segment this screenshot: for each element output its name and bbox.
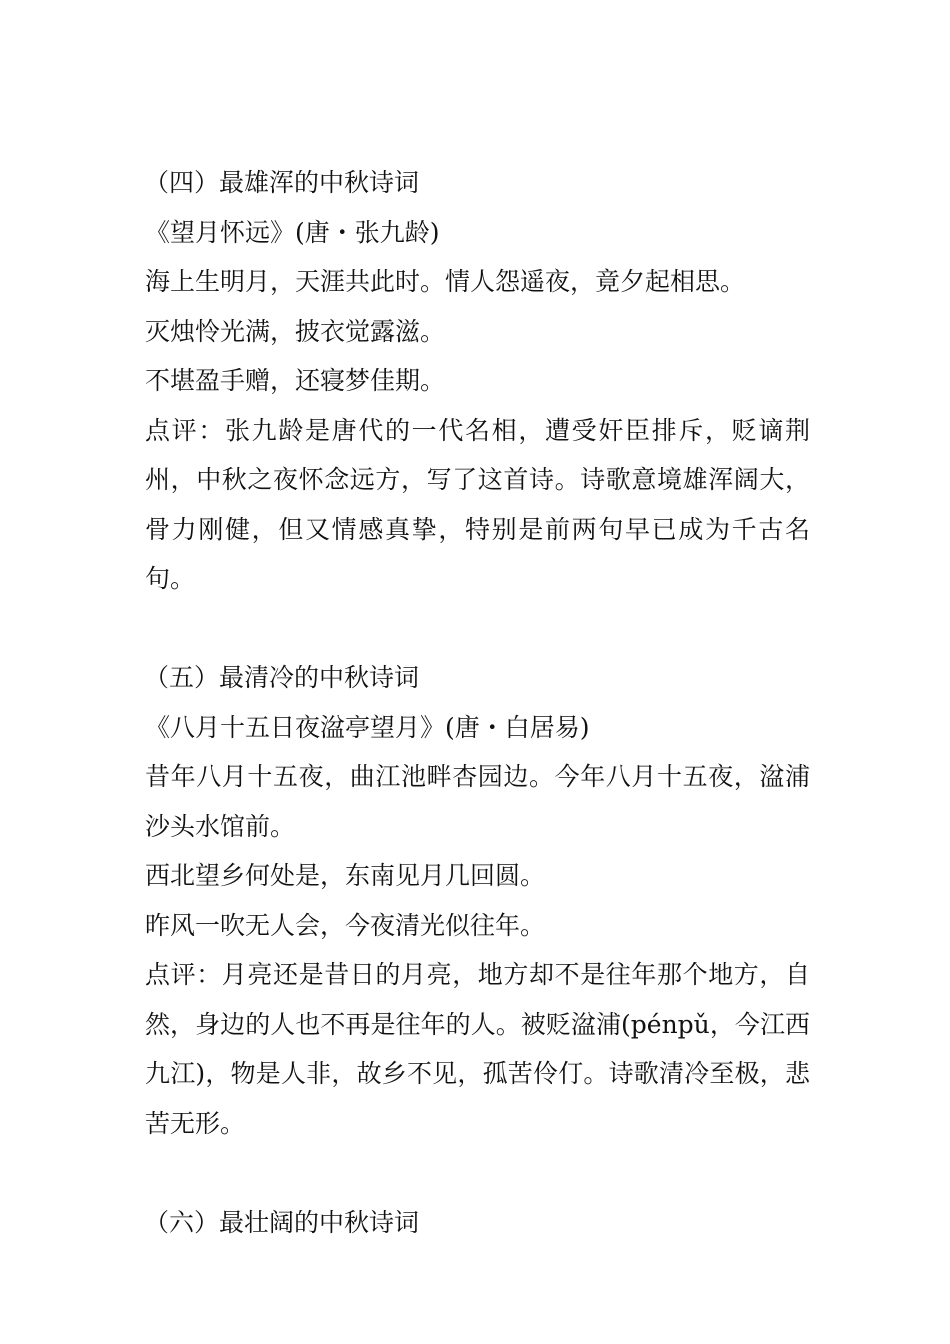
poem-line: 海上生明月，天涯共此时。情人怨遥夜，竟夕起相思。: [145, 267, 746, 296]
section-spacer: [145, 1148, 810, 1198]
document-body: [145, 158, 810, 1247]
poem-line: 昨风一吹无人会，今夜清光似往年。: [145, 910, 546, 940]
poem-line: 昔年八月十五夜，曲江池畔杏园边。今年八月十五夜，湓浦沙头水馆前。: [145, 762, 810, 841]
poem-comment: 点评：月亮还是昔日的月亮，地方却不是往年那个地方，自然，身边的人也不再是往年的人。被贬湓浦(pénpǔ，今江西九江)，物是人非，故乡不见，孤苦伶仃。诗歌清冷至极，悲苦无形。: [145, 960, 810, 1138]
section-heading: （六）最壮阔的中秋诗词: [144, 1207, 420, 1237]
poem-line: 不堪盈手赠，还寝梦佳期。: [145, 366, 446, 395]
poem-title: 《八月十五日夜湓亭望月》(唐・白居易): [145, 712, 590, 742]
poem-title: 《望月怀远》(唐・张九龄): [145, 217, 440, 247]
section-heading: （五）最清冷的中秋诗词: [144, 663, 420, 692]
poem-line: 西北望乡何处是，东南见月几回圆。: [145, 861, 546, 890]
poem-line: 灭烛怜光满，披衣觉露滋。: [145, 316, 446, 346]
section-spacer: [145, 604, 810, 654]
section-heading: （四）最雄浑的中秋诗词: [144, 168, 420, 197]
poem-comment: 点评：张九龄是唐代的一代名相，遭受奸臣排斥，贬谪荆州，中秋之夜怀念远方，写了这首诗。诗歌意境雄浑阔大，骨力刚健，但又情感真挚，特别是前两句早已成为千古名句。: [145, 415, 810, 593]
